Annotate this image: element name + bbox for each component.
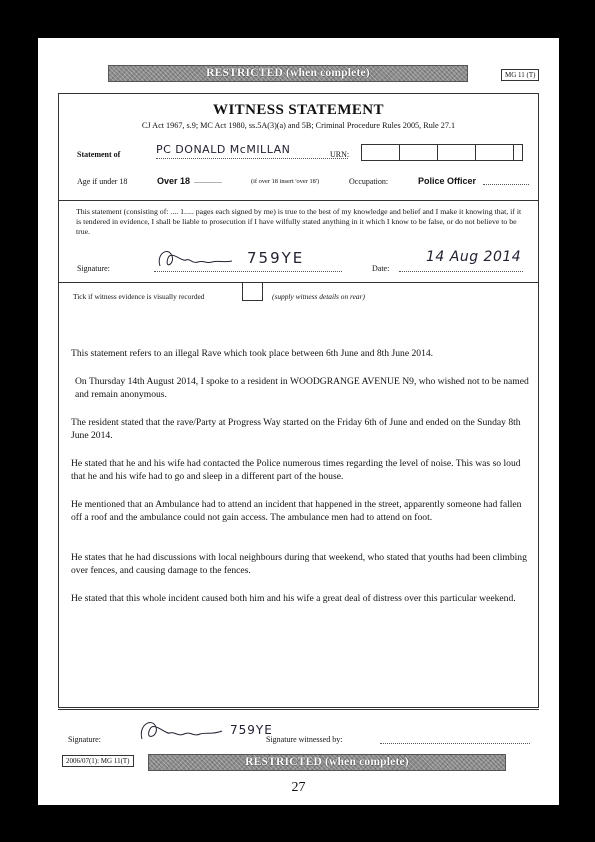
footer-signature-scribble — [136, 715, 226, 745]
statement-paragraph-3: The resident stated that the rave/Party at Progress Way started on the Friday 6th of June and ended on the Sunday 8th June 2014. — [71, 417, 521, 441]
statement-form — [58, 93, 539, 708]
restricted-banner-top — [108, 65, 468, 82]
tick-label: Tick if witness evidence is visually recorded — [73, 292, 205, 301]
age-hint: (if over 18 insert 'over 18') — [251, 178, 320, 185]
form-acts: CJ Act 1967, s.9; MC Act 1980, ss.5A(3)(a) and 5B; Criminal Procedure Rules 2005, Rule 27.1 — [141, 121, 456, 130]
restricted-label-bottom: RESTRICTED (when complete) — [245, 756, 409, 768]
restricted-label-top: RESTRICTED (when complete) — [206, 67, 370, 79]
urn-boxes[interactable] — [362, 144, 523, 161]
urn-box-2[interactable] — [399, 144, 438, 161]
statement-of-value[interactable]: PC DONALD McMILLAN — [156, 143, 291, 156]
restricted-banner-bottom — [148, 754, 506, 771]
urn-box-5[interactable] — [513, 144, 523, 161]
age-value[interactable]: Over 18 — [157, 176, 191, 186]
footer-signature-label: Signature: — [68, 735, 101, 744]
statement-paragraph-4: He stated that he and his wife had contacted the Police numerous times regarding the level of noise. This was so loud that he and his wife had to go and sleep in a different part of the house. — [71, 458, 521, 482]
statement-paragraph-1: This statement refers to an illegal Rave which took place between 6th June and 8th June 2014. — [71, 348, 434, 359]
form-separator-2 — [59, 282, 538, 283]
form-code-bottom: 2006/07(1): MG 11(T) — [62, 755, 134, 767]
signature-scribble — [154, 244, 244, 274]
statement-paragraph-2: On Thursday 14th August 2014, I spoke to a resident in WOODGRANGE AVENUE N9, who wished not to be named and remain anonymous. — [75, 376, 529, 400]
visual-record-checkbox[interactable] — [242, 282, 263, 301]
form-separator-1 — [59, 200, 538, 201]
form-code-top: MG 11 (T) — [501, 69, 539, 81]
statement-paragraph-6: He states that he had discussions with local neighbours during that weekend, who stated that youths had been climbing over fences, and causing damage to the fences. — [71, 552, 527, 576]
urn-label: URN: — [330, 150, 350, 159]
occupation-line — [483, 184, 529, 185]
statement-paragraph-7: He stated that this whole incident caused both him and his wife a great deal of distress over this particular weekend. — [71, 593, 516, 604]
footer-rule — [58, 709, 539, 710]
document-page — [38, 38, 559, 805]
date-line — [399, 271, 523, 272]
urn-box-3[interactable] — [437, 144, 476, 161]
form-title: WITNESS STATEMENT — [213, 102, 384, 118]
statement-of-line — [156, 150, 348, 159]
date-label: Date: — [372, 264, 390, 273]
occupation-label: Occupation: — [349, 177, 389, 186]
date-value[interactable]: 14 Aug 2014 — [426, 249, 522, 265]
tick-hint: (supply witness details on rear) — [272, 292, 365, 301]
urn-box-4[interactable] — [475, 144, 514, 161]
witnessed-line[interactable] — [380, 743, 530, 744]
page-number: 27 — [291, 780, 306, 795]
occupation-value[interactable]: Police Officer — [418, 176, 477, 186]
signature-handwritten[interactable]: 759YE — [247, 249, 305, 267]
statement-paragraph-5: He mentioned that an Ambulance had to attend an incident that happened in the street, apparently someone had fallen off a roof and the ambulance could not gain access. The ambulance men had to attend on foot. — [71, 499, 522, 523]
declaration-text: This statement (consisting of: .... 1..... pages each signed by me) is true to the best of my knowledge and belief and I make it knowing that, if it is tendered in evidence, I shall be liable to prosecution if I have wilfully stated anything in it which I know to be false, or do not believe to be true. — [76, 207, 522, 236]
signature-line — [154, 271, 342, 272]
footer-signature-handwritten[interactable]: 759YE — [230, 723, 273, 737]
urn-box-1[interactable] — [361, 144, 400, 161]
statement-of-label: Statement of — [77, 150, 121, 159]
age-dots: .............. — [194, 176, 222, 185]
signature-label: Signature: — [77, 264, 110, 273]
witnessed-label: Signature witnessed by: — [266, 735, 343, 744]
age-label: Age if under 18 — [77, 177, 128, 186]
